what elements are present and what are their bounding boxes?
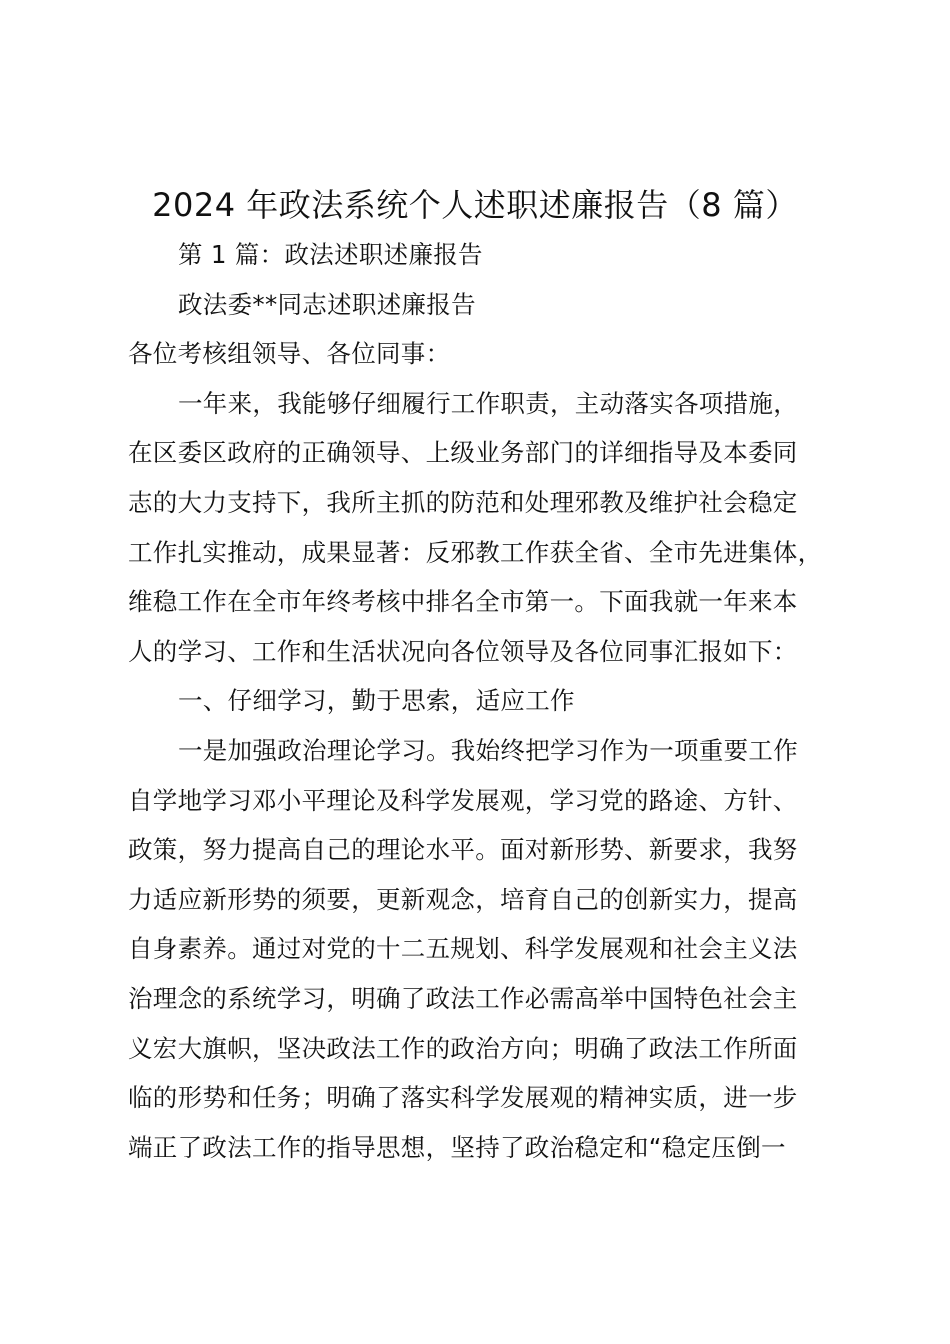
text-line: 治理念的系统学习，明确了政法工作必需高举中国特色社会主	[128, 983, 798, 1013]
text-line: 自学地学习邓小平理论及科学发展观，学习党的路途、方针、	[128, 785, 798, 815]
text-line: 维稳工作在全市年终考核中排名全市第一。下面我就一年来本	[128, 587, 798, 617]
text-line: 力适应新形势的须要，更新观念，培育自己的创新实力，提高	[128, 884, 798, 914]
text-line: 义宏大旗帜，坚决政法工作的政治方向；明确了政法工作所面	[128, 1033, 798, 1063]
text-line: 临的形势和任务；明确了落实科学发展观的精神实质，进一步	[128, 1083, 798, 1113]
text-line: 工作扎实推动，成果显著：反邪教工作获全省、全市先进集体，	[128, 537, 823, 567]
text-line: 政策，努力提高自己的理论水平。面对新形势、新要求，我努	[128, 835, 798, 865]
text-line: 一是加强政治理论学习。我始终把学习作为一项重要工作	[178, 735, 798, 765]
text-line: 一、仔细学习，勤于思索，适应工作	[178, 686, 575, 716]
document-title: 2024 年政法系统个人述职述廉报告（8 篇）	[152, 186, 798, 224]
text-line: 人的学习、工作和生活状况向各位领导及各位同事汇报如下：	[128, 636, 798, 666]
text-line: 一年来，我能够仔细履行工作职责，主动落实各项措施，	[178, 388, 798, 418]
text-line: 端正了政法工作的指导思想，坚持了政治稳定和“稳定压倒一	[128, 1132, 786, 1162]
document-body	[128, 230, 868, 1172]
text-line: 在区委区政府的正确领导、上级业务部门的详细指导及本委同	[128, 438, 798, 468]
text-line: 志的大力支持下，我所主抓的防范和处理邪教及维护社会稳定	[128, 487, 798, 517]
text-line: 自身素养。通过对党的十二五规划、科学发展观和社会主义法	[128, 934, 798, 964]
text-line: 各位考核组领导、各位同事：	[128, 339, 451, 369]
text-line: 第 1 篇：政法述职述廉报告	[178, 240, 483, 269]
text-line: 政法委**同志述职述廉报告	[178, 289, 476, 319]
